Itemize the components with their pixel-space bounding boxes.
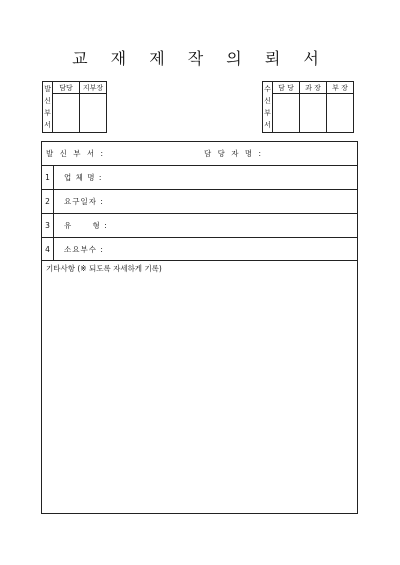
approval-header-branch-head: 지부장 — [80, 82, 107, 94]
approval-header-manager: 담당 — [53, 82, 80, 94]
request-form — [41, 141, 358, 514]
sender-row — [42, 142, 357, 166]
signature-cell[interactable] — [327, 94, 354, 133]
approval-header-manager: 담 당 — [273, 82, 300, 94]
form-row-type[interactable] — [42, 214, 357, 238]
row-number: 3 — [42, 214, 54, 237]
row-number: 2 — [42, 190, 54, 213]
vertical-char: 수 — [264, 85, 271, 93]
vertical-char: 서 — [44, 121, 51, 129]
form-row-request-date[interactable] — [42, 190, 357, 214]
remarks-label: 기타사항 (※ 되도록 자세하게 기록) — [46, 264, 162, 273]
row-number: 4 — [42, 238, 54, 260]
vertical-char: 발 — [44, 85, 51, 93]
signature-cell[interactable] — [80, 94, 107, 133]
vertical-char: 신 — [264, 97, 271, 105]
approval-header-section-chief: 과 장 — [300, 82, 327, 94]
form-row-company[interactable] — [42, 166, 357, 190]
signature-cell[interactable] — [273, 94, 300, 133]
signature-cell[interactable] — [300, 94, 327, 133]
approval-header-dept-head: 부 장 — [327, 82, 354, 94]
document-title: 교 재 제 작 의 뢰 서 — [72, 49, 328, 68]
vertical-char: 부 — [264, 109, 271, 117]
signature-cell[interactable] — [53, 94, 80, 133]
row-number: 1 — [42, 166, 54, 189]
form-row-quantity[interactable] — [42, 238, 357, 261]
sender-dept-label: 발 신 부 서 : — [46, 149, 106, 158]
company-name-label: 업 체 명 : — [64, 173, 103, 182]
remarks-area[interactable] — [42, 274, 357, 512]
vertical-char: 부 — [44, 109, 51, 117]
vertical-char: 신 — [44, 97, 51, 105]
required-copies-label: 소요부수 : — [64, 244, 104, 254]
receiver-dept-vertical-label — [263, 82, 273, 133]
request-date-label: 요구일자 : — [64, 197, 104, 206]
sender-dept-vertical-label — [43, 82, 53, 133]
receiver-approval-box — [262, 81, 354, 133]
vertical-char: 서 — [264, 121, 271, 129]
sender-approval-box — [42, 81, 107, 133]
type-label: 유 형 : — [64, 221, 108, 230]
manager-name-label: 담 당 자 명 : — [204, 149, 264, 158]
